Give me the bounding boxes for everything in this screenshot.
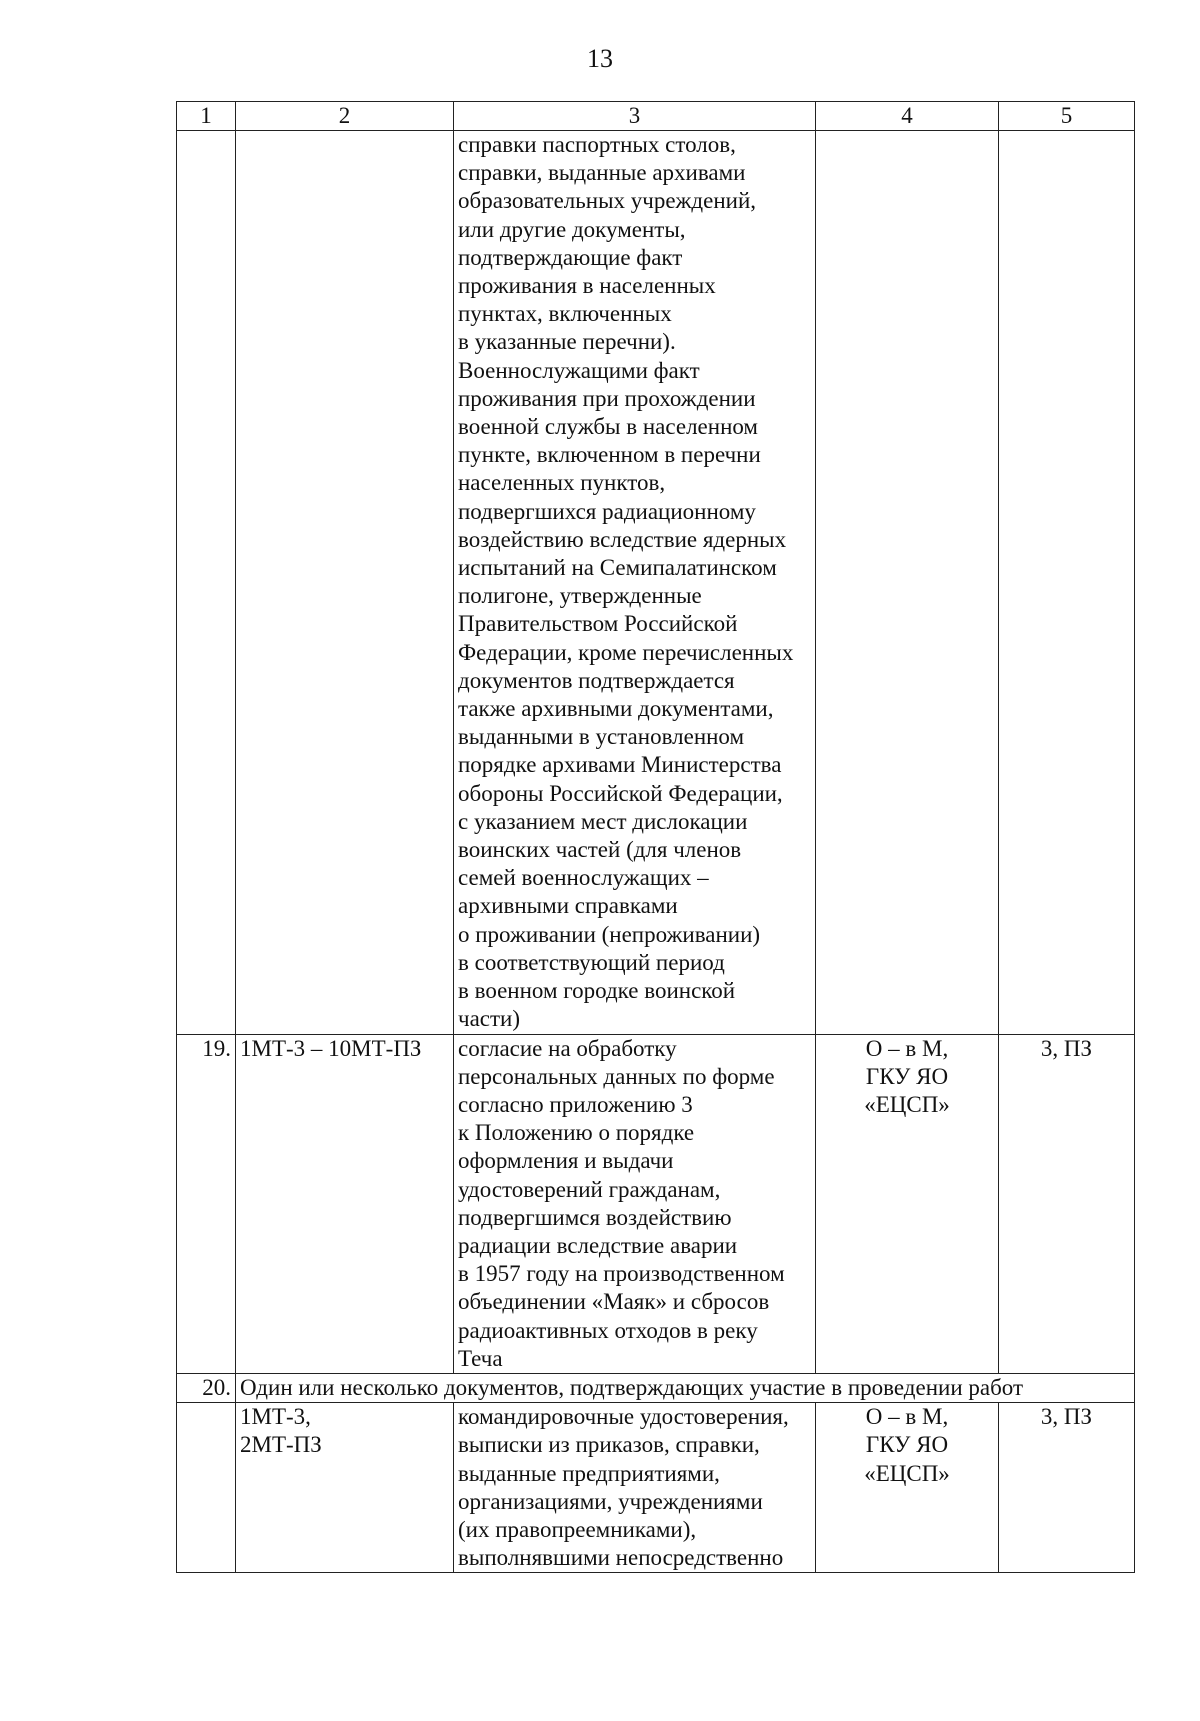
table-row xyxy=(177,131,1135,1035)
document-form xyxy=(999,131,1135,1035)
form-code: 1МТ-3 – 10МТ-ПЗ xyxy=(236,1034,454,1373)
responsible-body xyxy=(816,131,999,1035)
table-row xyxy=(177,1373,1135,1402)
row-number xyxy=(177,131,236,1035)
document-form: 3, ПЗ xyxy=(999,1403,1135,1573)
table-row xyxy=(177,1403,1135,1573)
row-number xyxy=(177,1403,236,1573)
document-description: командировочные удостоверения, выписки из приказов, справки, выданные предприятиями, организациями, учреждениями (их правопреемниками), выполнявшими непосредственно xyxy=(454,1403,816,1573)
column-header-3: 3 xyxy=(454,102,816,131)
responsible-body: О – в М, ГКУ ЯО «ЕЦСП» xyxy=(816,1034,999,1373)
page-number: 13 xyxy=(587,44,613,73)
document-form: 3, ПЗ xyxy=(999,1034,1135,1373)
section-heading: Один или несколько документов, подтверждающих участие в проведении работ xyxy=(236,1373,1135,1402)
table-row xyxy=(177,1034,1135,1373)
document-description: согласие на обработку персональных данных по форме согласно приложению 3 к Положению о порядке оформления и выдачи удостоверений гражданам, подвергшимся воздействию радиации вследствие аварии в 1957 году на производственном объединении «Маяк» и сбросов радиоактивных отходов в реку Теча xyxy=(454,1034,816,1373)
row-number: 19. xyxy=(177,1034,236,1373)
form-code: 1МТ-3, 2МТ-ПЗ xyxy=(236,1403,454,1573)
row-number: 20. xyxy=(177,1373,236,1402)
column-header-2: 2 xyxy=(236,102,454,131)
form-code xyxy=(236,131,454,1035)
column-header-1: 1 xyxy=(177,102,236,131)
document-description: справки паспортных столов, справки, выданные архивами образовательных учреждений, или другие документы, подтверждающие факт проживания в населенных пунктах, включенных в указанные перечни). Военнослужащими факт проживания при прохождении военной службы в населенном пункте, включенном в перечни населенных пунктов, подвергшихся радиационному воздействию вследствие ядерных испытаний на Семипалатинском полигоне, утвержденные Правительством Российской Федерации, кроме перечисленных документов подтверждается также архивными документами, выданными в установленном порядке архивами Министерства обороны Российской Федерации, с указанием мест дислокации воинских частей (для членов семей военнослужащих – архивными справками о проживании (непроживании) в соответствующий период в военном городке воинской части) xyxy=(454,131,816,1035)
documents-table xyxy=(176,101,1135,1573)
table-header-row xyxy=(177,102,1135,131)
column-header-4: 4 xyxy=(816,102,999,131)
responsible-body: О – в М, ГКУ ЯО «ЕЦСП» xyxy=(816,1403,999,1573)
column-header-5: 5 xyxy=(999,102,1135,131)
